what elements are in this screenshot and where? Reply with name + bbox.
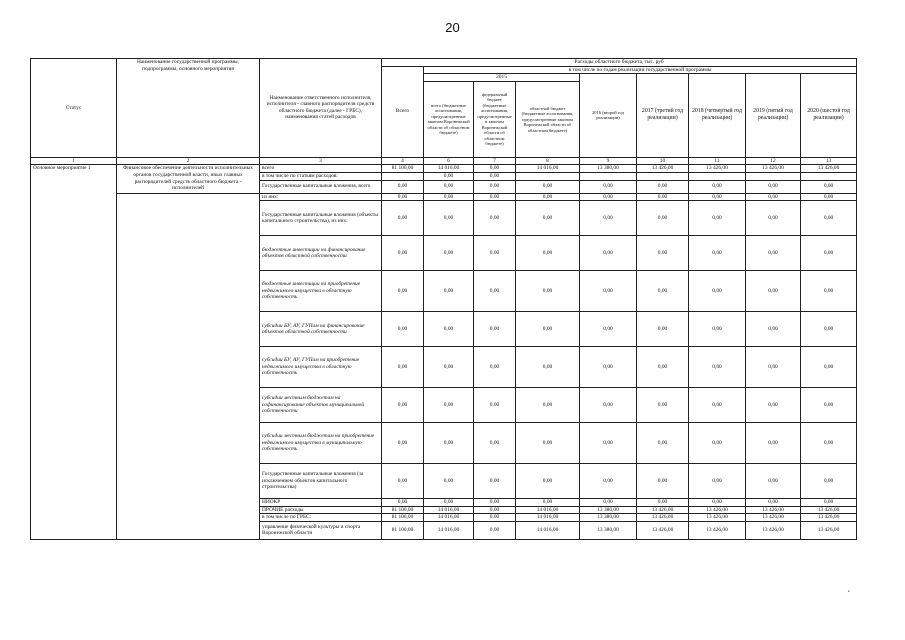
value-cell: 14 016,00: [516, 514, 580, 522]
value-cell: 0,00: [474, 236, 516, 271]
value-cell: 0,00: [516, 193, 580, 201]
value-cell: 0,00: [801, 499, 857, 507]
expense-item-label: субсидии БУ, АУ, ГУПам на приобретение недвижимого имущества в областную собственность: [260, 347, 382, 388]
value-cell: 0,00: [516, 499, 580, 507]
column-number: 7: [474, 157, 516, 165]
value-cell: 0,00: [382, 312, 424, 347]
value-cell: 0,00: [474, 506, 516, 514]
value-cell: 0,00: [516, 271, 580, 312]
value-cell: 0,00: [580, 236, 637, 271]
value-cell: 0,00: [474, 271, 516, 312]
value-cell: 0,00: [516, 464, 580, 499]
value-cell: 0,00: [516, 236, 580, 271]
header-2015-total: всего (бюджетные ассигнования, предусмотренные законом Воронежской области об областном бюджете): [424, 81, 474, 157]
budget-table: [30, 58, 857, 540]
column-number: 13: [801, 157, 857, 165]
value-cell: 0,00: [801, 347, 857, 388]
value-cell: 0,00: [637, 499, 689, 507]
value-cell: 14 016,00: [424, 514, 474, 522]
value-cell: 14 016,00: [516, 165, 580, 173]
value-cell: 0,00: [382, 388, 424, 423]
value-cell: 0,00: [746, 423, 801, 464]
value-cell: 0,00: [689, 271, 746, 312]
header-2015-regional: областной бюджет (бюджетные ассигнования, предусмотренные законом Воронежской области об областном бюджете): [516, 81, 580, 157]
value-cell: 13 426,00: [689, 521, 746, 539]
value-cell: 13 426,00: [637, 506, 689, 514]
value-cell: 0,00: [801, 201, 857, 236]
value-cell: 0,00: [746, 388, 801, 423]
value-cell: 13 426,00: [801, 514, 857, 522]
value-cell: 0,00: [516, 347, 580, 388]
value-cell: 0,00: [637, 271, 689, 312]
value-cell: 0,00: [637, 423, 689, 464]
value-cell: 0,00: [801, 464, 857, 499]
value-cell: 0,00: [801, 180, 857, 193]
value-cell: 0,00: [474, 193, 516, 201]
value-cell: 0,00: [382, 423, 424, 464]
value-cell: 0,00: [424, 499, 474, 507]
expense-item-label: ПРОЧИЕ расходы: [260, 506, 382, 514]
expense-item-label: НИОКР: [260, 499, 382, 507]
header-year-2019: 2019 (пятый год реализации): [746, 74, 801, 158]
value-cell: 13 426,00: [637, 521, 689, 539]
header-status: Статус: [31, 59, 117, 158]
column-number: 6: [424, 157, 474, 165]
expense-item-label: Государственные капитальные вложения, всего: [260, 180, 382, 193]
value-cell: 0,00: [580, 464, 637, 499]
value-cell: 0,00: [424, 271, 474, 312]
value-cell: 0,00: [424, 236, 474, 271]
value-cell: 0,00: [474, 464, 516, 499]
column-number: 4: [382, 157, 424, 165]
value-cell: 0,00: [424, 193, 474, 201]
value-cell: 0,00: [689, 201, 746, 236]
value-cell: 0,00: [474, 180, 516, 193]
value-cell: 0,00: [637, 347, 689, 388]
program-cell: Финансовое обеспечение деятельности исполнительных органов государственной власти, иных главных распорядителей средств областного бюджета - исполнителей: [117, 165, 260, 193]
value-cell: 0,00: [580, 271, 637, 312]
value-cell: 0,00: [382, 201, 424, 236]
value-cell: 0,00: [516, 201, 580, 236]
value-cell: 0,00: [516, 388, 580, 423]
value-cell: 0,00: [746, 347, 801, 388]
value-cell: 0,00: [474, 499, 516, 507]
expense-item-label: бюджетные инвестиции на приобретение недвижимого имущества в областную собственность: [260, 271, 382, 312]
value-cell: 0,00: [580, 499, 637, 507]
value-cell: 0,00: [382, 193, 424, 201]
value-cell: 0,00: [746, 312, 801, 347]
column-number: 12: [746, 157, 801, 165]
header-year-2017: 2017 (третий год реализации): [637, 74, 689, 158]
header-year-2020: 2020 (шестой год реализации): [801, 74, 857, 158]
value-cell: 0,00: [801, 271, 857, 312]
page-number: 20: [445, 20, 460, 35]
expense-item-label: из них:: [260, 193, 382, 201]
value-cell: 14 016,00: [424, 521, 474, 539]
value-cell: 13 426,00: [689, 506, 746, 514]
value-cell: 0,00: [580, 347, 637, 388]
value-cell: 0,00: [424, 347, 474, 388]
value-cell: [689, 172, 746, 180]
value-cell: 0,00: [637, 388, 689, 423]
value-cell: 0,00: [801, 388, 857, 423]
value-cell: 0,00: [516, 312, 580, 347]
expense-item-label: всего: [260, 165, 382, 173]
expense-item-label: субсидии местным бюджетам на софинансирование объектов муниципальной собственности: [260, 388, 382, 423]
value-cell: 13 380,00: [580, 521, 637, 539]
value-cell: 14 016,00: [516, 521, 580, 539]
value-cell: 13 426,00: [801, 506, 857, 514]
column-number: 1: [31, 157, 117, 165]
value-cell: 13 426,00: [689, 165, 746, 173]
header-program-name: Наименование государственной программы, подпрограммы, основного мероприятия: [117, 59, 260, 158]
value-cell: 0,00: [637, 193, 689, 201]
header-2015-federal: федеральный бюджет (бюджетные ассигнования, предусмотренные в законом Воронежской области об областном бюджете): [474, 81, 516, 157]
value-cell: 0,00: [689, 347, 746, 388]
value-cell: 0,00: [382, 347, 424, 388]
column-number: 8: [516, 157, 580, 165]
value-cell: 14 016,00: [516, 506, 580, 514]
value-cell: 0,00: [746, 464, 801, 499]
value-cell: 0,00: [689, 499, 746, 507]
column-number: 9: [580, 157, 637, 165]
status-cell: Основное мероприятие 1: [31, 165, 117, 540]
value-cell: 81 100,00: [382, 165, 424, 173]
value-cell: 0,00: [746, 201, 801, 236]
value-cell: 0,00: [474, 172, 516, 180]
value-cell: 0,00: [689, 236, 746, 271]
expense-item-label: в том числе по статьям расходов:: [260, 172, 382, 180]
value-cell: [637, 172, 689, 180]
value-cell: 0,00: [474, 388, 516, 423]
value-cell: 0,00: [637, 201, 689, 236]
value-cell: 0,00: [801, 312, 857, 347]
expense-item-label: субсидии местным бюджетам на приобретение недвижимого имущества в муниципальную собственность: [260, 423, 382, 464]
table-row: [31, 165, 857, 173]
value-cell: 0,00: [746, 499, 801, 507]
value-cell: 13 380,00: [580, 514, 637, 522]
value-cell: 0,00: [746, 271, 801, 312]
value-cell: 0,00: [474, 514, 516, 522]
value-cell: 13 426,00: [637, 514, 689, 522]
header-year-2018: 2018 (четвертый год реализации): [689, 74, 746, 158]
expense-item-label: Государственные капитальные вложения (объекты капитального строительства), из них:: [260, 201, 382, 236]
column-number: 10: [637, 157, 689, 165]
value-cell: 81 100,00: [382, 506, 424, 514]
value-cell: 13 380,00: [580, 506, 637, 514]
value-cell: 13 426,00: [746, 506, 801, 514]
header-year-2015: 2015: [424, 74, 580, 82]
value-cell: 0,00: [746, 236, 801, 271]
value-cell: 13 426,00: [637, 165, 689, 173]
value-cell: 0,00: [637, 312, 689, 347]
value-cell: 13 426,00: [689, 514, 746, 522]
table-row: [31, 193, 857, 201]
value-cell: 0,00: [689, 388, 746, 423]
value-cell: 13 426,00: [801, 165, 857, 173]
value-cell: 0,00: [424, 388, 474, 423]
value-cell: [746, 172, 801, 180]
value-cell: [580, 172, 637, 180]
value-cell: 0,00: [580, 423, 637, 464]
value-cell: 0,00: [474, 423, 516, 464]
value-cell: 0,00: [689, 193, 746, 201]
program-cell-empty: [117, 193, 260, 539]
value-cell: 0,00: [382, 464, 424, 499]
value-cell: 0,00: [580, 201, 637, 236]
value-cell: 0,00: [424, 172, 474, 180]
value-cell: 0,00: [689, 180, 746, 193]
column-number: 3: [260, 157, 382, 165]
value-cell: 13 426,00: [801, 521, 857, 539]
value-cell: 0,00: [580, 180, 637, 193]
value-cell: 0,00: [424, 423, 474, 464]
expense-item-label: в том числе по ГРБС:: [260, 514, 382, 522]
value-cell: 0,00: [746, 180, 801, 193]
column-number: 11: [689, 157, 746, 165]
value-cell: 0,00: [801, 193, 857, 201]
value-cell: 0,00: [382, 271, 424, 312]
value-cell: [382, 172, 424, 180]
value-cell: 0,00: [474, 201, 516, 236]
value-cell: 0,00: [474, 347, 516, 388]
value-cell: 0,00: [516, 423, 580, 464]
value-cell: 0,00: [637, 180, 689, 193]
value-cell: 0,00: [689, 464, 746, 499]
value-cell: 0,00: [580, 193, 637, 201]
value-cell: 0,00: [580, 312, 637, 347]
value-cell: 0,00: [516, 180, 580, 193]
value-cell: 0,00: [382, 180, 424, 193]
column-number: 2: [117, 157, 260, 165]
value-cell: 0,00: [474, 165, 516, 173]
value-cell: 0,00: [580, 388, 637, 423]
expense-item-label: бюджетные инвестиции на финансирование объектов областной собственности: [260, 236, 382, 271]
value-cell: 0,00: [424, 201, 474, 236]
value-cell: 0,00: [689, 312, 746, 347]
value-cell: [516, 172, 580, 180]
header-executor: Наименование ответственного исполнителя, исполнителя - главного распорядителя средств областного бюджета (далее - ГРБС), наименования статей расходов: [260, 59, 382, 158]
value-cell: 81 100,00: [382, 521, 424, 539]
value-cell: 0,00: [474, 521, 516, 539]
value-cell: 14 016,00: [424, 165, 474, 173]
value-cell: 0,00: [424, 312, 474, 347]
value-cell: 0,00: [382, 499, 424, 507]
value-cell: 81 100,00: [382, 514, 424, 522]
header-by-years: в том числе по годам реализации государственной программы: [424, 66, 857, 74]
expense-item-label: субсидии БУ, АУ, ГУПам на финансирование объектов областной собственности: [260, 312, 382, 347]
value-cell: 0,00: [689, 423, 746, 464]
header-expenses-title: Расходы областного бюджета, тыс. руб: [382, 59, 857, 67]
value-cell: 0,00: [637, 236, 689, 271]
value-cell: 0,00: [424, 464, 474, 499]
expense-item-label: Государственные капитальные вложения (за исключением объектов капитального строительства): [260, 464, 382, 499]
value-cell: 14 016,00: [424, 506, 474, 514]
header-year-2016: 2016 (второй год реализации): [580, 74, 637, 158]
value-cell: 0,00: [424, 180, 474, 193]
value-cell: 0,00: [801, 236, 857, 271]
value-cell: 0,00: [382, 236, 424, 271]
value-cell: 13 380,00: [580, 165, 637, 173]
value-cell: 0,00: [474, 312, 516, 347]
header-total: Всего: [382, 66, 424, 157]
value-cell: 0,00: [801, 423, 857, 464]
value-cell: 0,00: [637, 464, 689, 499]
value-cell: 13 426,00: [746, 165, 801, 173]
value-cell: 0,00: [746, 193, 801, 201]
expense-item-label: управление физической культуры и спорта Воронежской области: [260, 521, 382, 539]
value-cell: 13 426,00: [746, 521, 801, 539]
value-cell: 13 426,00: [746, 514, 801, 522]
value-cell: [801, 172, 857, 180]
footer-mark: •: [848, 590, 850, 595]
